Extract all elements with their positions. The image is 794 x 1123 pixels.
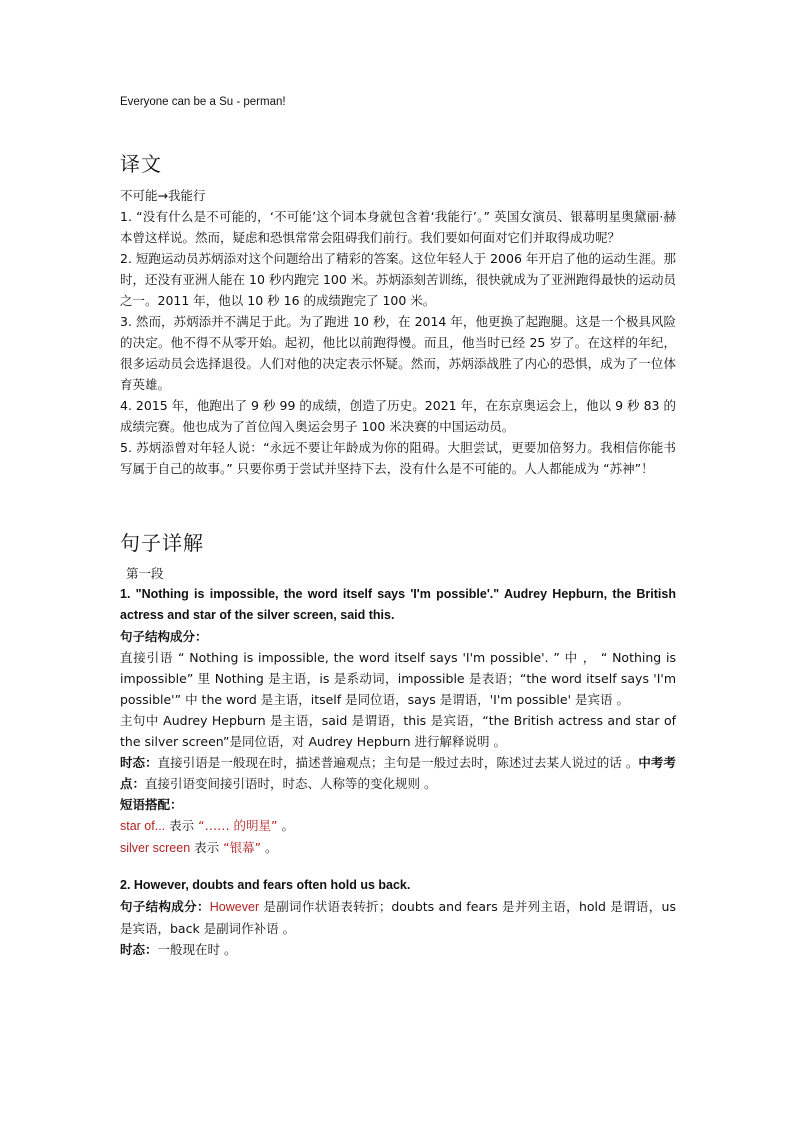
translation-paragraph-5: 5. 苏炳添曾对年轻人说：“永远不要让年龄成为你的阻碍。大胆尝试，更要加倍努力。我相信你能书写属于自己的故事。” 只要你勇于尝试并坚持下去，没有什么是不可能的。人人都能成为 “苏神”！ xyxy=(120,440,676,476)
phrase-1-meaning: “…… 的明星” xyxy=(198,818,278,833)
phrase-2 xyxy=(120,837,676,859)
sentence-2-tense xyxy=(120,939,676,960)
sentence-2-keyword: However xyxy=(209,900,260,914)
sentence-1-tense xyxy=(120,752,676,794)
phrase-2-end: 。 xyxy=(261,840,278,855)
translation-heading: 译文 xyxy=(120,152,162,176)
phrase-1-end: 。 xyxy=(277,818,295,833)
translation-paragraph-4: 4. 2015 年，他跑出了 9 秒 99 的成绩，创造了历史。2021 年，在东京奥运会上，他以 9 秒 83 的成绩完赛。他也成为了首位闯入奥运会男子 100 米决赛的中国运动员。 xyxy=(120,398,676,434)
phrase-2-term: silver screen xyxy=(120,841,191,855)
sentence-2-tense-label: 时态： xyxy=(120,942,158,957)
sentence-details-heading: 句子详解 xyxy=(120,531,204,555)
sentence-1-structure-label: 句子结构成分： xyxy=(120,629,208,644)
tense-label: 时态： xyxy=(120,755,158,770)
document-content xyxy=(120,96,676,960)
translation-paragraph-3: 3. 然而，苏炳添并不满足于此。为了跑进 10 秒，在 2014 年，他更换了起跑腿。这是一个极具风险的决定。他不得不从零开始。起初，他比以前跑得慢。而且，他当时已经 25 岁了。在这样的年纪，很多运动员会选择退役。人们对他的决定表示怀疑。然而，苏炳添战胜了内心的恐惧，成为了一位体育英雄。 xyxy=(120,314,676,392)
sentence-2-analysis xyxy=(120,896,676,939)
sentence-2-text: 2. However, doubts and fears often hold us back. xyxy=(120,878,411,892)
phrase-label: 短语搭配： xyxy=(120,797,183,812)
phrase-2-meaning: “银幕” xyxy=(223,840,262,855)
phrase-1-term: star of... xyxy=(120,819,166,833)
sentence-2-tense-text: 一般现在时 。 xyxy=(157,942,237,957)
phrase-2-mid: 表示 xyxy=(190,840,224,855)
sentence-2-structure-label: 句子结构成分： xyxy=(120,899,210,914)
phrase-1-mid: 表示 xyxy=(165,818,199,833)
sentence-1-analysis-2: 主句中 Audrey Hepburn 是主语，said 是谓语，this 是宾语，“the British actress and star of the silver screen”是同位语，对 Audrey Hepburn 进行解释说明 。 xyxy=(120,713,676,749)
spacer xyxy=(120,859,676,875)
translation-paragraph-2: 2. 短跑运动员苏炳添对这个问题给出了精彩的答案。这位年轻人于 2006 年开启了他的运动生涯。那时，还没有亚洲人能在 10 秒内跑完 100 米。苏炳添刻苦训练，很快就成为了亚洲跑得最快的运动员之一。2011 年，他以 10 秒 16 的成绩跑完了 100 米。 xyxy=(120,251,676,308)
tagline: Everyone can be a Su - perman! xyxy=(120,96,286,108)
sentence-2-analysis-rest: 是副词作状语表转折；doubts and fears 是并列主语，hold 是谓语，us 是宾语，back 是副词作补语 。 xyxy=(120,899,676,936)
translation-subtitle: 不可能→我能行 xyxy=(120,188,206,203)
exam-text: 直接引语变间接引语时，时态、人称等的变化规则 。 xyxy=(145,776,437,791)
exam-label: 中考考点： xyxy=(120,755,676,791)
phrase-1 xyxy=(120,815,676,837)
sentence-1-analysis-1: 直接引语 “ Nothing is impossible, the word itself says 'I'm possible'. ” 中 ， “ Nothing is impossible” 里 Nothing 是主语，is 是系动词，impossible 是表语；“the word itself says 'I'm possible'” 中 the word 是主语，itself 是同位语，says 是谓语，'I'm possible' 是宾语 。 xyxy=(120,650,676,707)
tense-text: 直接引语是一般现在时，描述普遍观点；主句是一般过去时，陈述过去某人说过的话 。 xyxy=(157,755,639,770)
section-label: 第一段 xyxy=(126,566,164,581)
translation-paragraph-1: 1. “没有什么是不可能的，‘不可能’这个词本身就包含着‘我能行’。” 英国女演员、银幕明星奥黛丽·赫本曾这样说。然而，疑虑和恐惧常常会阻碍我们前行。我们要如何面对它们并取得成功呢？ xyxy=(120,209,676,245)
sentence-1-text: 1. "Nothing is impossible, the word itself says 'I'm possible'." Audrey Hepburn, the British actress and star of the silver screen, said this. xyxy=(120,587,676,622)
